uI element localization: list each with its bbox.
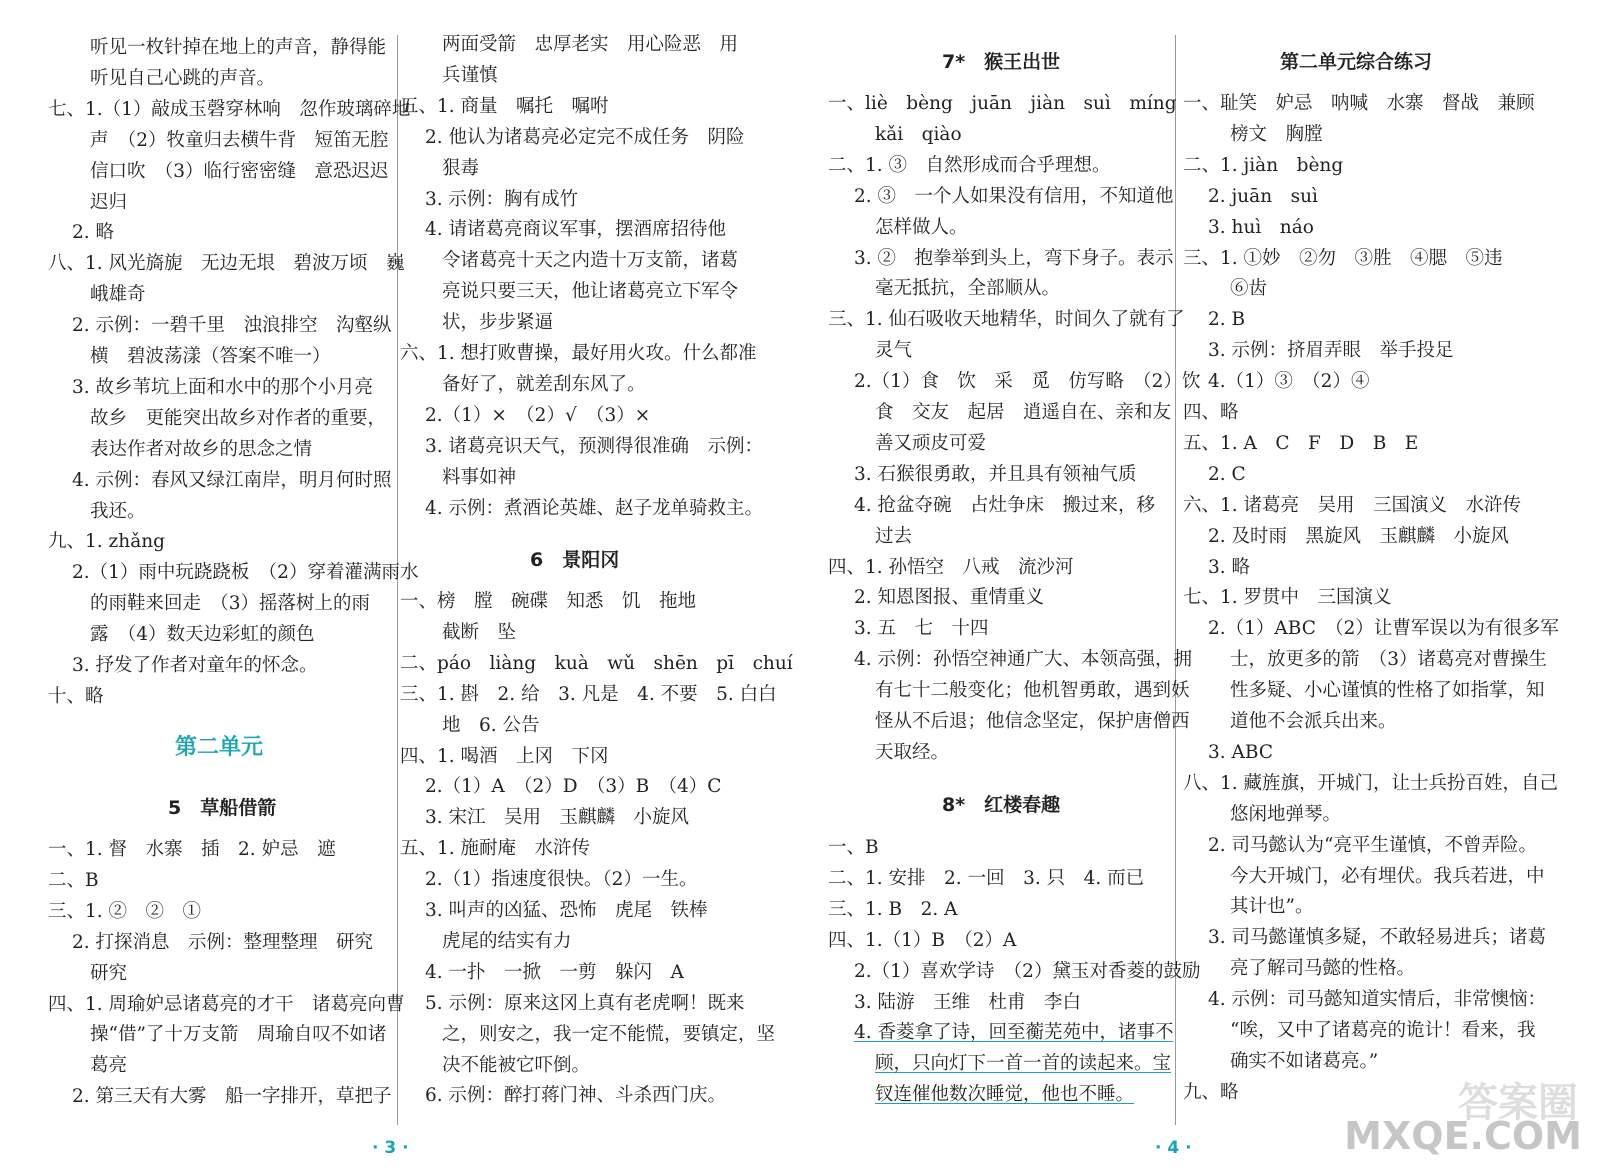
answer-line: 一、liè bèng juān jiàn suì míng [828, 93, 1177, 114]
answer-line: 过去 [875, 525, 913, 547]
answer-line: 露 （4）数天边彩虹的颜色 [90, 624, 315, 646]
answer-line: 2.（1）指速度很快。（2）一生。 [425, 869, 698, 891]
answer-line: 亮说只要三天，他让诸葛亮立下军令 [442, 281, 739, 303]
answer-line: 2. 及时雨 黑旋风 玉麒麟 小旋风 [1208, 525, 1510, 547]
answer-line: 3. 石猴很勇敢，并且具有领袖气质 [854, 463, 1137, 485]
answer-line: 2. 第三天有大雾 船一字排开，草把子 [72, 1086, 392, 1108]
answer-line: 3. 略 [1208, 556, 1251, 578]
answer-line: 4. 抢盆夺碗 占灶争床 搬过来，移 [854, 494, 1156, 516]
answer-line: 二、1. 安排 2. 一回 3. 只 4. 而已 [828, 867, 1145, 889]
answer-line: 4. 香菱拿了诗，回至蘅芜苑中，诸事不 [854, 1022, 1174, 1044]
answer-line: 六、1. 想打败曹操，最好用火攻。什么都准 [400, 343, 757, 364]
answer-line: 二、1. jiàn bèng [1183, 154, 1344, 176]
answer-line: 今大开城门，必有埋伏。我兵若进，中 [1230, 865, 1545, 887]
answer-line: 七、1.（1）敲成玉磬穿林响 忽作玻璃碎地 [48, 98, 411, 120]
answer-line: 4. 示例：煮酒论英雄、赵子龙单骑救主。 [425, 497, 764, 519]
answer-line: 一、B [828, 837, 879, 858]
answer-line: 二、páo liàng kuà wǔ shēn pī chuí [400, 652, 793, 674]
answer-line: 3. 示例：挤眉弄眼 举手投足 [1208, 340, 1454, 362]
answer-line: 毫无抵抗，全部顺从。 [875, 278, 1061, 300]
answer-line: 之，则安之，我一定不能慌，要镇定，坚 [442, 1023, 776, 1045]
answer-line: 3. ABC [1208, 741, 1273, 763]
answer-line: 地 6. 公告 [442, 714, 540, 736]
answer-line: 3. 陆游 王维 杜甫 李白 [854, 991, 1082, 1013]
answer-line: 三、1. 斟 2. 给 3. 凡是 4. 不要 5. 白白 [400, 683, 777, 705]
answer-line: 4. 一扑 一掀 一剪 躲闪 A [425, 961, 684, 983]
answer-line: 怎样做人。 [875, 216, 968, 238]
answer-line: 悠闲地弹琴。 [1230, 803, 1342, 825]
answer-line: 一、1. 督 水寨 插 2. 妒忌 遮 [48, 839, 336, 860]
answer-line: 6. 示例：醉打蒋门神、斗杀西门庆。 [425, 1085, 727, 1107]
answer-line: 横 碧波荡漾（答案不唯一） [90, 346, 331, 367]
answer-line: 2. juān suì [1208, 185, 1318, 207]
answer-line: 五、1. 商量 嘱托 嘱咐 [400, 95, 609, 117]
answer-line: 2.（1）雨中玩跷跷板 （2）穿着灌满雨水 [72, 562, 419, 584]
answer-line: 3. 抒发了作者对童年的怀念。 [72, 655, 318, 676]
answer-line: 声 （2）牧童归去横牛背 短笛无腔 [90, 129, 389, 151]
answer-line: 十、略 [48, 685, 104, 707]
answer-line: 葛亮 [90, 1055, 128, 1077]
answer-line: 其计也”。 [1230, 896, 1314, 918]
page-number: · 4 · [1155, 1138, 1192, 1158]
answer-line: 令诸葛亮十天之内造十万支箭，诸葛 [442, 250, 739, 272]
answer-line: 截断 坠 [442, 621, 517, 643]
answer-line: 我还。 [90, 500, 146, 522]
answer-line: 2.（1）× （2）√ （3）× [425, 404, 651, 426]
answer-line: 七、1. 罗贯中 三国演义 [1183, 587, 1392, 609]
answer-line: 性多疑、小心谨慎的性格了如指掌，知 [1230, 680, 1545, 702]
answer-line: 善又顽皮可爱 [875, 432, 987, 454]
answer-line: 天取经。 [875, 741, 950, 763]
answer-line: 4. 示例：司马懿知道实情后，非常懊恼： [1208, 989, 1547, 1011]
answer-line: 2. 略 [72, 222, 115, 244]
answer-line: 2.（1）食 饮 采 觅 仿写略 （2）饮 [854, 371, 1201, 393]
answer-line: 3. 宋江 吴用 玉麒麟 小旋风 [425, 807, 690, 829]
lesson-title: 8* 红楼春趣 [942, 794, 1061, 816]
answer-line: 六、1. 诸葛亮 吴用 三国演义 水浒传 [1183, 494, 1522, 516]
page-number: · 3 · [372, 1138, 409, 1158]
answer-line: 三、1. ①妙 ②勿 ③胜 ④腮 ⑤违 [1183, 247, 1503, 269]
answer-line: 确实不如诸葛亮。” [1230, 1050, 1379, 1072]
answer-line: 八、1. 风光旖旎 无边无垠 碧波万顷 巍 [48, 253, 405, 275]
answer-line: “唉，又中了诸葛亮的诡计！看来，我 [1230, 1020, 1536, 1041]
answer-line: 研究 [90, 962, 128, 984]
answer-line: 九、1. zhǎng [48, 531, 165, 553]
answer-line: 2.（1）喜欢学诗 （2）黛玉对香菱的鼓励 [854, 960, 1201, 982]
answer-line: 一、耻笑 妒忌 呐喊 水寨 督战 兼顾 [1183, 93, 1535, 114]
answer-line: 钗连催他数次睡觉，他也不睡。 [875, 1084, 1135, 1106]
watermark: MXQE.COM [1344, 1114, 1582, 1158]
answer-line: 三、1. 仙石吸收天地精华，时间久了就有了 [828, 309, 1185, 331]
answer-line: 三、1. ② ② ① [48, 900, 202, 922]
answer-line: 表达作者对故乡的思念之情 [90, 438, 313, 460]
answer-line: 二、1. ③ 自然形成而合乎理想。 [828, 154, 1111, 176]
answer-line: 4. 请诸葛亮商议军事，摆酒席招待他 [425, 219, 727, 241]
answer-line: 2. 司马懿认为“亮平生谨慎，不曾弄险。 [1208, 834, 1537, 856]
answer-line: 3. 诸葛亮识天气，预测得很准确 示例： [425, 435, 764, 457]
answer-line: 操“借”了十万支箭 周瑜自叹不如诸 [90, 1024, 387, 1046]
answer-line: 四、1. 喝酒 上冈 下冈 [400, 745, 609, 767]
answer-line: 听见一枚针掉在地上的声音，静得能 [90, 37, 387, 58]
unit-heading: 第二单元 [175, 735, 264, 760]
answer-line: 九、略 [1183, 1081, 1239, 1103]
answer-line: 2.（1）A （2）D （3）B （4）C [425, 776, 722, 798]
answer-line: 2. C [1208, 463, 1246, 485]
answer-line: 2. 知恩图报、重情重义 [854, 587, 1045, 609]
answer-line: 虎尾的结实有力 [442, 930, 572, 952]
answer-line: 4. 示例：孙悟空神通广大、本领高强，拥 [854, 649, 1193, 671]
watermark-logo: 答案圈 [1458, 1079, 1578, 1126]
answer-line: 2. 示例：一碧千里 浊浪排空 沟壑纵 [72, 315, 392, 337]
answer-line: 四、1. 孙悟空 八戒 流沙河 [828, 556, 1074, 578]
answer-line: 三、1. B 2. A [828, 898, 958, 920]
answer-line: 怪从不后退；他信念坚定，保护唐僧西 [875, 711, 1190, 732]
section-title: 第二单元综合练习 [1280, 51, 1433, 73]
answer-line: kǎi qiào [875, 123, 962, 145]
answer-line: 听见自己心跳的声音。 [90, 67, 276, 89]
lesson-title: 7* 猴王出世 [942, 51, 1061, 73]
answer-line: 二、B [48, 869, 99, 891]
answer-line: 3. 叫声的凶猛、恐怖 虎尾 铁棒 [425, 900, 708, 921]
answer-line: 3. 司马懿谨慎多疑，不敢轻易进兵；诸葛 [1208, 927, 1547, 949]
answer-line: 士，放更多的箭 （3）诸葛亮对曹操生 [1230, 649, 1548, 671]
answer-line: 榜文 胸膛 [1230, 123, 1323, 145]
answer-line: 顾，只向灯下一首一首的读起来。宝 [875, 1053, 1172, 1075]
answer-line: 2. ③ 一个人如果没有信用，不知道他 [854, 185, 1174, 207]
answer-line: 状，步步紧逼 [442, 312, 554, 334]
answer-line: 4. 示例：春风又绿江南岸，明月何时照 [72, 469, 392, 491]
answer-line: 四、1.（1）B （2）A [828, 929, 1017, 951]
answer-line: 亮了解司马懿的性格。 [1230, 958, 1416, 980]
lesson-title: 5 草船借箭 [168, 797, 277, 819]
answer-line: 八、1. 藏旌旗，开城门，让士兵扮百姓，自己 [1183, 772, 1559, 794]
answer-line: 有七十二般变化；他机智勇敢，遇到妖 [875, 680, 1190, 702]
answer-line: 食 交友 起居 逍遥自在、亲和友 [875, 402, 1172, 423]
answer-line: 2. 打探消息 示例：整理整理 研究 [72, 931, 374, 953]
answer-line: 两面受箭 忠厚老实 用心险恶 用 [442, 34, 739, 55]
answer-line: 2. 他认为诸葛亮必定完不成任务 阴险 [425, 126, 745, 148]
answer-line: 故乡 更能突出故乡对作者的重要， [90, 407, 387, 429]
answer-line: 狠毒 [442, 157, 480, 179]
answer-line: 四、1. 周瑜妒忌诸葛亮的才干 诸葛亮向曹 [48, 993, 405, 1015]
answer-line: 一、榜 膛 碗碟 知悉 饥 拖地 [400, 591, 697, 612]
answer-line: 3. 示例：胸有成竹 [425, 188, 579, 210]
answer-line: 3. ② 抱拳举到头上，弯下身子。表示 [854, 247, 1174, 269]
answer-line: 备好了，就差刮东风了。 [442, 373, 646, 395]
answer-line: 五、1. 施耐庵 水浒传 [400, 838, 591, 860]
answer-line: 2.（1）ABC （2）让曹军误以为有很多军 [1208, 618, 1559, 640]
answer-line: 道他不会派兵出来。 [1230, 711, 1397, 732]
answer-line: 3. 五 七 十四 [854, 618, 989, 640]
answer-line: 2. B [1208, 309, 1246, 331]
answer-line: 3. 故乡苇坑上面和水中的那个小月亮 [72, 376, 374, 398]
answer-line: 的雨鞋来回走 （3）摇落树上的雨 [90, 593, 371, 615]
answer-line: 5. 示例：原来这冈上真有老虎啊！既来 [425, 992, 745, 1014]
answer-line: 3. huì náo [1208, 216, 1314, 238]
answer-line: 料事如神 [442, 466, 517, 488]
answer-line: 灵气 [875, 340, 913, 362]
answer-line: 五、1. A C F D B E [1183, 432, 1419, 454]
answer-line: 迟归 [90, 191, 128, 213]
answer-line: 四、略 [1183, 402, 1239, 423]
answer-line: 决不能被它吓倒。 [442, 1054, 591, 1076]
lesson-title: 6 景阳冈 [530, 549, 620, 571]
answer-line: 峨雄奇 [90, 284, 146, 306]
answer-line: 4.（1）③ （2）④ [1208, 371, 1370, 393]
answer-line: ⑥齿 [1230, 278, 1268, 300]
answer-line: 信口吹 （3）临行密密缝 意恐迟迟 [90, 160, 389, 182]
answer-line: 兵谨慎 [442, 64, 498, 86]
